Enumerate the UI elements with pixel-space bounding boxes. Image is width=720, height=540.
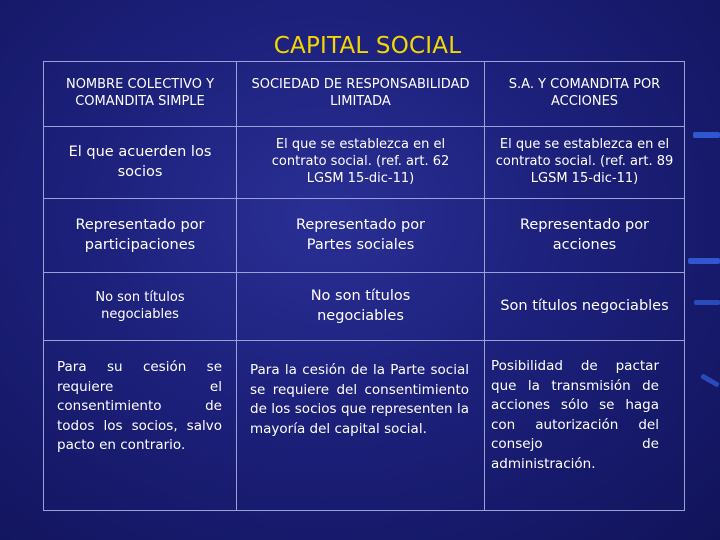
table-cell: Representado por acciones [519, 216, 650, 253]
header-cell: SOCIEDAD DE RESPONSABILIDAD LIMITADA [251, 77, 470, 109]
page-title: CAPITAL SOCIAL [273, 33, 462, 59]
table-cell: Son títulos negociables [500, 297, 669, 314]
header-cell: NOMBRE COLECTIVO Y COMANDITA SIMPLE [65, 77, 215, 109]
table-cell: El que se establezca en el contrato social. (ref. art. 62 LGSM 15-dic-11) [271, 137, 450, 186]
table-cell: Representado por participaciones [75, 216, 205, 253]
table-cell: El que acuerden los socios [68, 143, 212, 180]
table-cell: No son títulos negociables [95, 289, 185, 322]
table-cell: Para la cesión de la Parte social se requiere del consentimiento de los socios que representen la mayoría del capital social. [250, 362, 469, 437]
decorative-stripe [694, 300, 720, 305]
table-cell: El que se establezca en el contrato social. (ref. art. 89 LGSM 15-dic-11) [495, 137, 674, 186]
header-cell: S.A. Y COMANDITA POR ACCIONES [508, 77, 661, 109]
table-cell: Posibilidad de pactar que la transmisión de acciones sólo se haga con autorización del consejo de administración. [491, 358, 659, 472]
capital-social-table [43, 61, 685, 511]
decorative-stripe [693, 132, 720, 138]
table-cell: Representado por Partes sociales [295, 216, 426, 253]
decorative-stripe [700, 373, 720, 387]
table-cell: No son títulos negociables [310, 287, 411, 324]
table-cell: Para su cesión se requiere el consentimiento de todos los socios, salvo pacto en contrario. [57, 359, 222, 454]
decorative-stripe [688, 258, 720, 264]
